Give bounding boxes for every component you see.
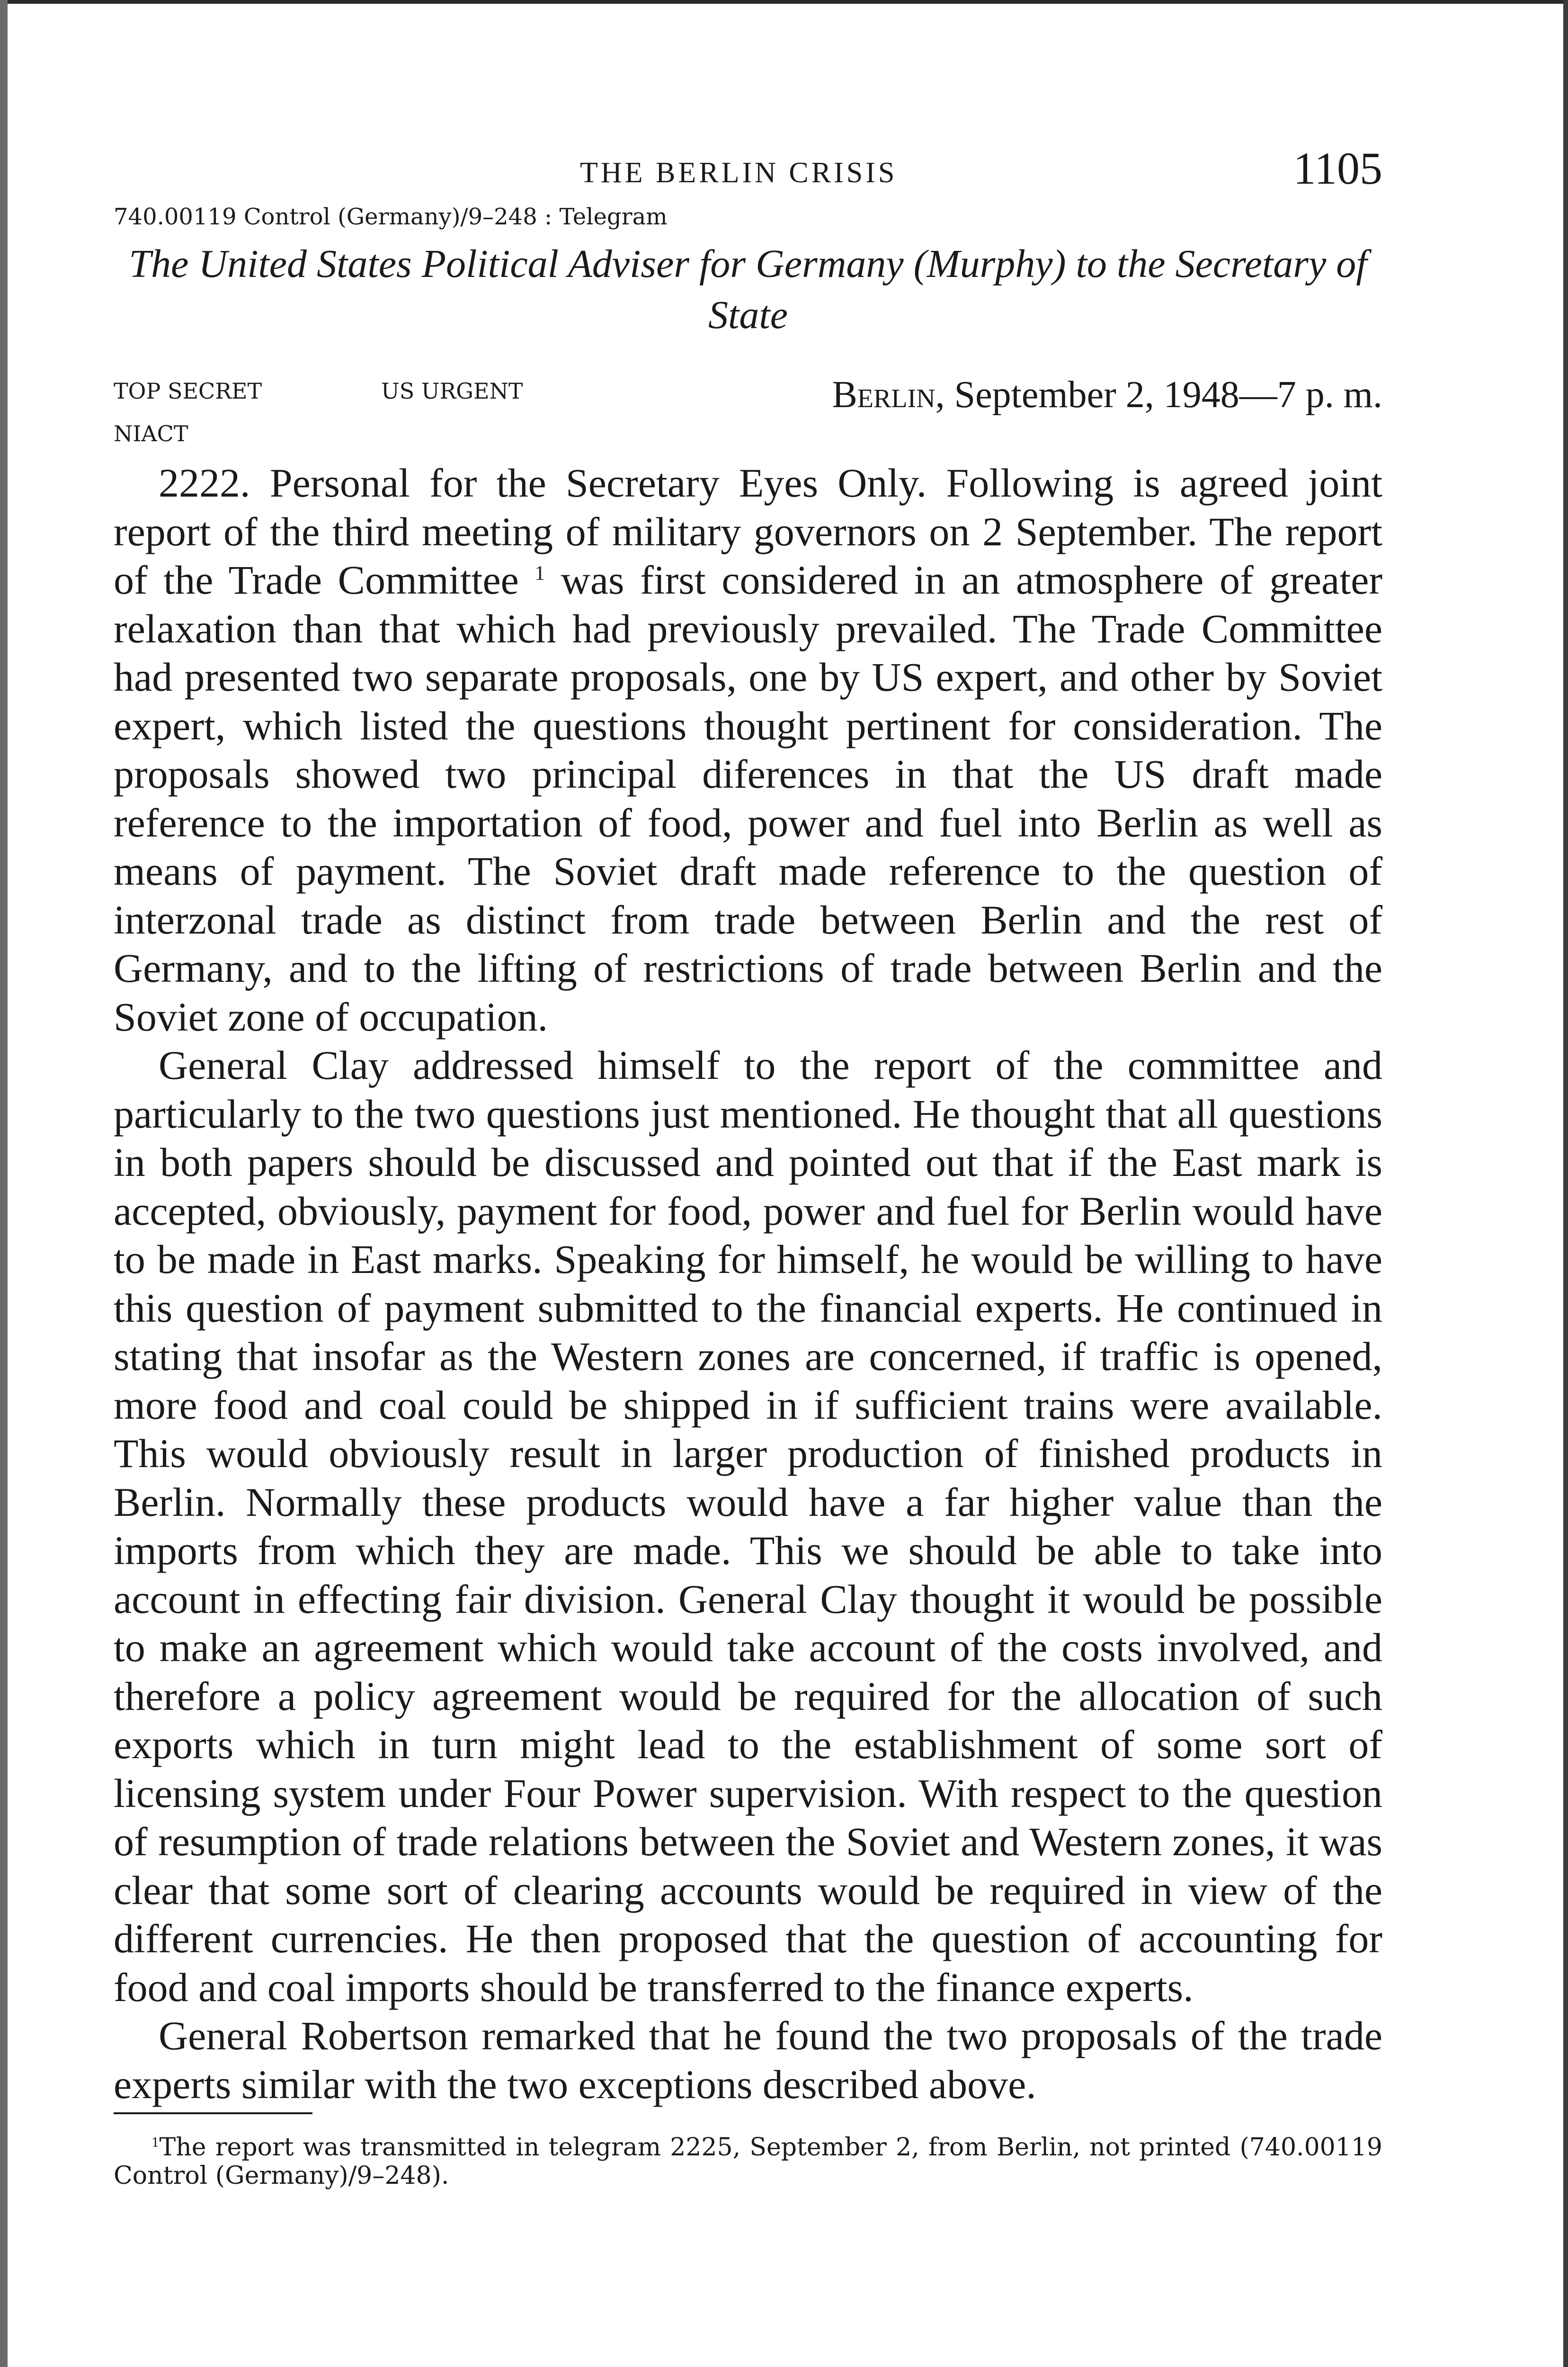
page-number: 1105	[1293, 143, 1382, 194]
paragraph-1-start: 2222. Personal for the Secretary Eyes Only. Following is agreed joint report of the third meeting of military governors on 2 September. The report of the Trade Committee	[114, 460, 1382, 603]
document-title: The United States Political Adviser for Germany (Murphy) to the Secretary of State	[129, 242, 1367, 337]
classification-label: TOP SECRET	[114, 378, 262, 404]
footnote	[114, 2133, 1382, 2190]
scan-left-edge	[0, 0, 8, 2367]
footnote-reference: 1	[535, 562, 545, 585]
dateline	[832, 374, 1382, 417]
running-title: THE BERLIN CRISIS	[580, 157, 898, 189]
file-reference: 740.00119 Control (Germany)/9–248 : Telegram	[114, 204, 668, 230]
footnote-divider	[114, 2112, 312, 2114]
paragraph-1-rest: was first considered in an atmosphere of greater relaxation than that which had previously prevailed. The Trade Committee had presented two separate proposals, one by US expert, and other by Soviet expert, which listed the questions thought pertinent for consideration. The proposals showed two principal diferences in that the US draft made reference to the importation of food, power and fuel into Berlin as well as means of payment. The Soviet draft made reference to the question of interzonal trade as distinct from trade between Berlin and the rest of Germany, and to the lifting of restrictions of trade between Berlin and the Soviet zone of occupation.	[114, 557, 1383, 1040]
footnote-text: The report was transmitted in telegram 2225, September 2, from Berlin, not printed (740.00119 Control (Germany)/9–248).	[114, 2133, 1382, 2190]
telegram-body	[114, 459, 1382, 2109]
dateline-date: September 2, 1948—7 p. m.	[954, 374, 1382, 416]
running-head	[114, 142, 1382, 208]
dateline-place: Berlin,	[832, 374, 945, 416]
handling-label: NIACT	[114, 421, 188, 447]
dateline-row	[114, 374, 1382, 459]
precedence-label: US URGENT	[381, 378, 523, 404]
scan-top-edge	[0, 0, 1568, 4]
paragraph-2: General Clay addressed himself to the report of the committee and particularly to the two questions just mentioned. He thought that all questions in both papers should be discussed and pointed out that if the East mark is accepted, obviously, payment for food, power and fuel for Berlin would have to be made in East marks. Speaking for himself, he would be willing to have this question of payment submitted to the financial experts. He continued in stating that insofar as the Western zones are concerned, if traffic is opened, more food and coal could be shipped in if sufficient trains were available. This would obviously result in larger production of finished products in Berlin. Normally these products would have a far higher value than the imports from which they are made. This we should be able to take into account in effecting fair division. General Clay thought it would be possible to make an agreement which would take account of the costs involved, and therefore a policy agreement would be required for the allocation of such exports which in turn might lead to the establishment of some sort of licensing system under Four Power supervision. With respect to the question of resumption of trade relations between the Soviet and Western zones, it was clear that some sort of clearing accounts would be required in view of the different currencies. He then proposed that the question of accounting for food and coal imports should be transferred to the finance experts.	[114, 1042, 1382, 2010]
footnote-marker: 1	[151, 2136, 160, 2150]
paragraph-3: General Robertson remarked that he found the two proposals of the trade experts similar with the two exceptions described above.	[114, 2013, 1382, 2107]
scan-right-edge	[1563, 0, 1568, 2367]
document-page	[114, 142, 1382, 2190]
paragraph-1	[114, 459, 1382, 1041]
